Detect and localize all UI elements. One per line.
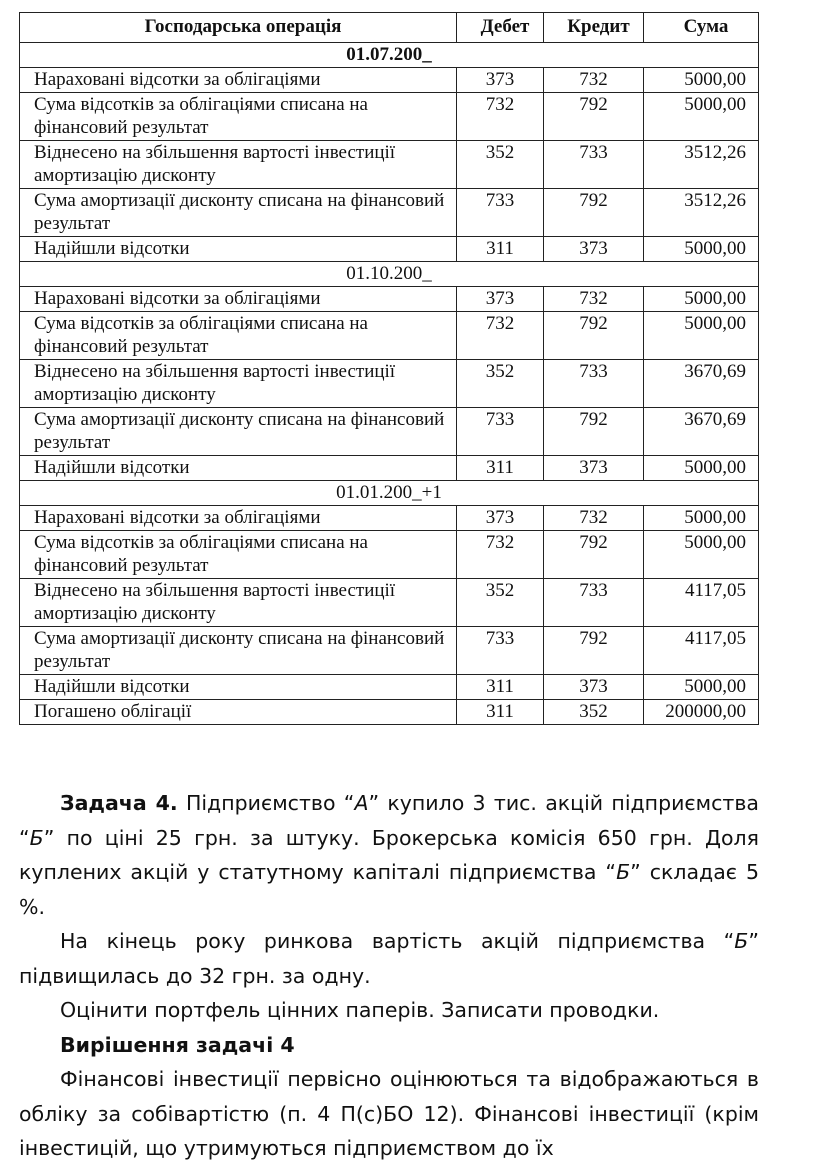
sum-cell: 4117,05	[644, 627, 759, 675]
credit-cell: 373	[544, 456, 644, 481]
sum-cell: 5000,00	[644, 68, 759, 93]
task-text: ” по ціні 25 грн. за штуку. Брокерська комісія 650 грн. Доля куплених акцій у статутному капіталі підприємства “	[19, 825, 759, 884]
table-row	[20, 360, 759, 408]
table-row	[20, 68, 759, 93]
sum-cell: 5000,00	[644, 675, 759, 700]
debit-cell: 311	[457, 675, 544, 700]
sum-cell: 5000,00	[644, 287, 759, 312]
task-paragraph-3: Оцінити портфель цінних паперів. Записати проводки.	[60, 998, 660, 1022]
operation-cell: Нараховані відсотки за облігаціями	[20, 287, 457, 312]
header-credit: Кредит	[544, 13, 644, 43]
table-row	[20, 579, 759, 627]
operation-cell: Нараховані відсотки за облігаціями	[20, 506, 457, 531]
table-row	[20, 627, 759, 675]
credit-cell: 373	[544, 675, 644, 700]
sum-cell: 3512,26	[644, 189, 759, 237]
credit-cell: 792	[544, 531, 644, 579]
journal-table	[19, 12, 759, 725]
operation-cell: Сума відсотків за облігаціями списана на фінансовий результат	[20, 531, 457, 579]
debit-cell: 311	[457, 456, 544, 481]
credit-cell: 733	[544, 141, 644, 189]
header-debit: Дебет	[457, 13, 544, 43]
table-row	[20, 531, 759, 579]
debit-cell: 352	[457, 579, 544, 627]
table-header-row	[20, 13, 759, 43]
credit-cell: 732	[544, 68, 644, 93]
task-label: Задача 4.	[60, 791, 178, 815]
company-name: Б	[616, 860, 631, 884]
section-date: 01.10.200_	[20, 262, 759, 287]
date-row	[20, 43, 759, 68]
task-text: ” купило 3 тис. акцій підприємства “	[19, 791, 759, 850]
table-row	[20, 287, 759, 312]
operation-cell: Погашено облігації	[20, 700, 457, 725]
debit-cell: 732	[457, 93, 544, 141]
debit-cell: 733	[457, 408, 544, 456]
debit-cell: 373	[457, 287, 544, 312]
section-date: 01.01.200_+1	[20, 481, 759, 506]
table-row	[20, 312, 759, 360]
operation-cell: Сума амортизації дисконту списана на фінансовий результат	[20, 627, 457, 675]
section-date: 01.07.200_	[20, 43, 759, 68]
operation-cell: Нараховані відсотки за облігаціями	[20, 68, 457, 93]
company-name: Б	[734, 929, 749, 953]
solution-heading: Вирішення задачі 4	[60, 1032, 295, 1057]
debit-cell: 373	[457, 68, 544, 93]
table-row	[20, 189, 759, 237]
table-row	[20, 700, 759, 725]
credit-cell: 732	[544, 506, 644, 531]
table-row	[20, 141, 759, 189]
debit-cell: 352	[457, 360, 544, 408]
operation-cell: Сума амортизації дисконту списана на фінансовий результат	[20, 408, 457, 456]
debit-cell: 733	[457, 627, 544, 675]
operation-cell: Віднесено на збільшення вартості інвестиції амортизацію дисконту	[20, 141, 457, 189]
credit-cell: 733	[544, 579, 644, 627]
operation-cell: Віднесено на збільшення вартості інвестиції амортизацію дисконту	[20, 579, 457, 627]
sum-cell: 3670,69	[644, 360, 759, 408]
debit-cell: 373	[457, 506, 544, 531]
debit-cell: 732	[457, 312, 544, 360]
debit-cell: 352	[457, 141, 544, 189]
operation-cell: Сума амортизації дисконту списана на фінансовий результат	[20, 189, 457, 237]
operation-cell: Сума відсотків за облігаціями списана на фінансовий результат	[20, 93, 457, 141]
date-row	[20, 262, 759, 287]
credit-cell: 733	[544, 360, 644, 408]
table-row	[20, 506, 759, 531]
task-paragraph-2	[19, 924, 759, 993]
debit-cell: 311	[457, 700, 544, 725]
credit-cell: 373	[544, 237, 644, 262]
debit-cell: 733	[457, 189, 544, 237]
sum-cell: 4117,05	[644, 579, 759, 627]
operation-cell: Надійшли відсотки	[20, 456, 457, 481]
table-row	[20, 93, 759, 141]
credit-cell: 792	[544, 408, 644, 456]
credit-cell: 732	[544, 287, 644, 312]
header-operation: Господарська операція	[20, 13, 457, 43]
credit-cell: 792	[544, 189, 644, 237]
sum-cell: 5000,00	[644, 93, 759, 141]
sum-cell: 5000,00	[644, 531, 759, 579]
credit-cell: 792	[544, 93, 644, 141]
operation-cell: Віднесено на збільшення вартості інвестиції амортизацію дисконту	[20, 360, 457, 408]
table-row	[20, 675, 759, 700]
sum-cell: 5000,00	[644, 237, 759, 262]
credit-cell: 792	[544, 312, 644, 360]
solution-paragraph-1: Фінансові інвестиції первісно оцінюються та відображаються в обліку за собівартістю (п. 4 П(с)БО 12). Фінансові інвестиції (крім інвестицій, що утримуються підприємством до їх	[19, 1067, 759, 1160]
debit-cell: 732	[457, 531, 544, 579]
debit-cell: 311	[457, 237, 544, 262]
company-name: А	[354, 791, 369, 815]
task-text: ” підвищилась до 32 грн. за одну.	[19, 929, 759, 988]
credit-cell: 792	[544, 627, 644, 675]
date-row	[20, 481, 759, 506]
sum-cell: 200000,00	[644, 700, 759, 725]
sum-cell: 5000,00	[644, 312, 759, 360]
table-row	[20, 408, 759, 456]
sum-cell: 3670,69	[644, 408, 759, 456]
sum-cell: 3512,26	[644, 141, 759, 189]
task-text: Підприємство “	[177, 791, 355, 815]
sum-cell: 5000,00	[644, 456, 759, 481]
task-paragraph-1	[19, 786, 759, 924]
task-text: На кінець року ринкова вартість акцій підприємства “	[60, 929, 735, 953]
operation-cell: Надійшли відсотки	[20, 675, 457, 700]
sum-cell: 5000,00	[644, 506, 759, 531]
operation-cell: Сума відсотків за облігаціями списана на фінансовий результат	[20, 312, 457, 360]
operation-cell: Надійшли відсотки	[20, 237, 457, 262]
header-sum: Сума	[644, 13, 759, 43]
table-row	[20, 237, 759, 262]
company-name: Б	[29, 825, 44, 850]
credit-cell: 352	[544, 700, 644, 725]
table-row	[20, 456, 759, 481]
task-text-block	[19, 786, 759, 1166]
task-text: ” складає 5 %.	[19, 860, 759, 919]
